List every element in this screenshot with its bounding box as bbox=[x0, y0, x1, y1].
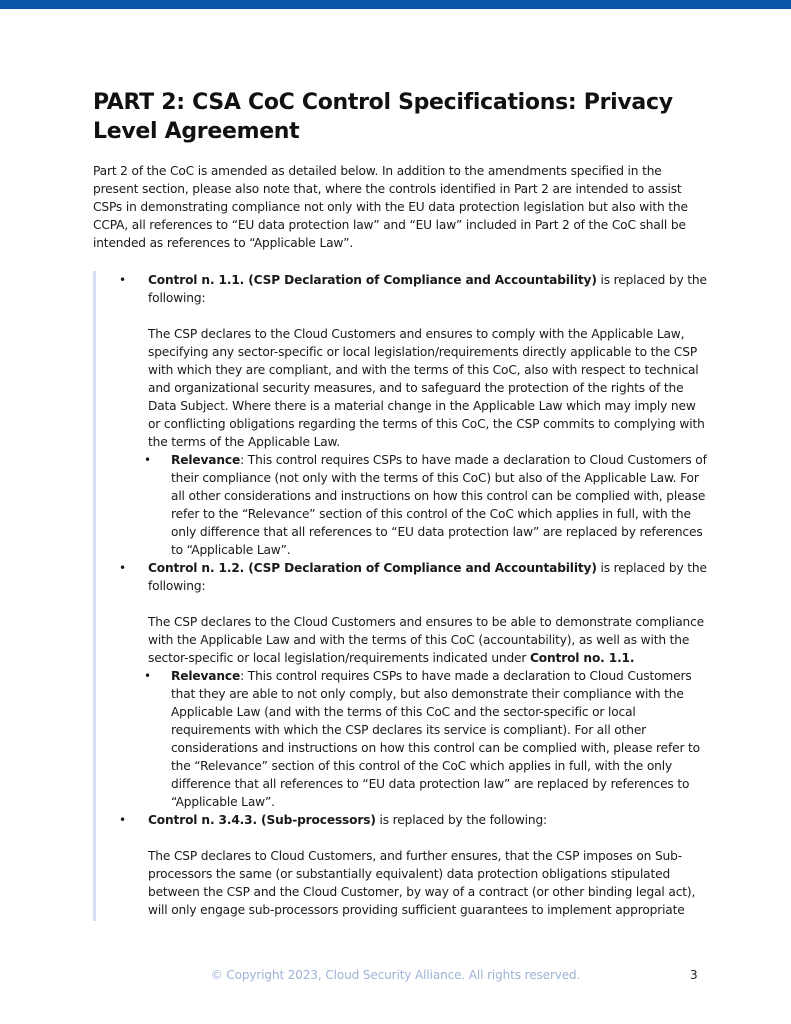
control-1-1-text: The CSP declares to the Cloud Customers and ensures to comply with the Applicable Law, specifying any sector-specific or local legislation/requirements directly applicable to the CSP with which they are compliant, and with the terms of this CoC, also with respect to technical and organizational security measures, and to safeguard the protection of the rights of the Data Subject. Where there is a material change in the Applicable Law which may imply new or conflicting obligations regarding the terms of this CoC, the CSP commits to complying with the terms of the Applicable Law. bbox=[148, 327, 705, 449]
relevance-text: : This control requires CSPs to have made a declaration to Cloud Customers of their compliance (not only with the terms of this CoC) but also of the Applicable Law. For all other considerations and instructions on how this control can be complied with, please refer to the “Relevance” section of this control of the CoC which applies in full, with the only difference that all references to “EU data protection law” are replaced by references to “Applicable Law”. bbox=[171, 453, 707, 557]
bullet: • bbox=[119, 273, 127, 287]
control-suffix: is replaced by the following: bbox=[375, 813, 548, 827]
relevance-text: : This control requires CSPs to have made a declaration to Cloud Customers that they are able to not only comply, but also demonstrate their compliance with the Applicable Law (and with the terms of this CoC and the sector-specific or local requirements with which the CSP declares its service is compliant). For all other considerations and instructions on how this control can be complied with, please refer to the “Relevance” section of this control of the CoC which applies in full, with the only difference that all references to “EU data protection law” are replaced by references to “Applicable Law”. bbox=[171, 669, 700, 809]
control-name: Control n. 1.1. (CSP Declaration of Compliance and Accountability) bbox=[148, 273, 597, 287]
relevance-label: Relevance bbox=[171, 669, 241, 683]
bullet: • bbox=[119, 561, 127, 575]
relevance-label: Relevance bbox=[171, 453, 241, 467]
amendments-block bbox=[93, 271, 711, 921]
control-text: The CSP declares to the Cloud Customers and ensures to be able to demonstrate compliance with the Applicable Law and with the terms of this CoC (accountability), as well as with the sector-specific or local legislation/requirements indicated under bbox=[148, 615, 704, 665]
control-1-1-heading bbox=[148, 271, 708, 307]
top-accent-bar bbox=[0, 0, 791, 9]
sub-bullet: • bbox=[144, 453, 152, 467]
bullet: • bbox=[119, 813, 127, 827]
control-3-4-3-text: The CSP declares to Cloud Customers, and further ensures, that the CSP imposes on Sub-processors the same (or substantially equivalent) data protection obligations stipulated between the CSP and the Cloud Customer, by way of a contract (or other binding legal act), will only engage sub-processors providing sufficient guarantees to implement appropriate bbox=[148, 849, 696, 917]
control-suffix: is replaced by the following: bbox=[148, 561, 707, 593]
control-name: Control n. 1.2. (CSP Declaration of Compliance and Accountability) bbox=[148, 561, 597, 575]
control-1-2-heading bbox=[148, 559, 708, 595]
control-1-2-relevance bbox=[171, 667, 711, 811]
control-suffix: is replaced by the following: bbox=[148, 273, 707, 305]
control-name: Control n. 3.4.3. (Sub-processors) bbox=[148, 813, 376, 827]
control-3-4-3-heading bbox=[148, 811, 708, 829]
footer-copyright: © Copyright 2023, Cloud Security Alliance. All rights reserved. bbox=[210, 968, 581, 982]
page-number: 3 bbox=[690, 968, 698, 982]
control-reference: Control no. 1.1. bbox=[530, 651, 635, 665]
page-title: PART 2: CSA CoC Control Specifications: Privacy Level Agreement bbox=[93, 90, 673, 144]
sub-bullet: • bbox=[144, 669, 152, 683]
control-1-2-text bbox=[148, 613, 708, 667]
control-1-1-relevance bbox=[171, 451, 711, 559]
intro-paragraph: Part 2 of the CoC is amended as detailed below. In addition to the amendments specified in the present section, please also note that, where the controls identified in Part 2 are intended to assist CSPs in demonstrating compliance not only with the EU data protection legislation but also with the CCPA, all references to “EU data protection law” and “EU law” included in Part 2 of the CoC shall be intended as references to “Applicable Law”. bbox=[93, 164, 688, 250]
